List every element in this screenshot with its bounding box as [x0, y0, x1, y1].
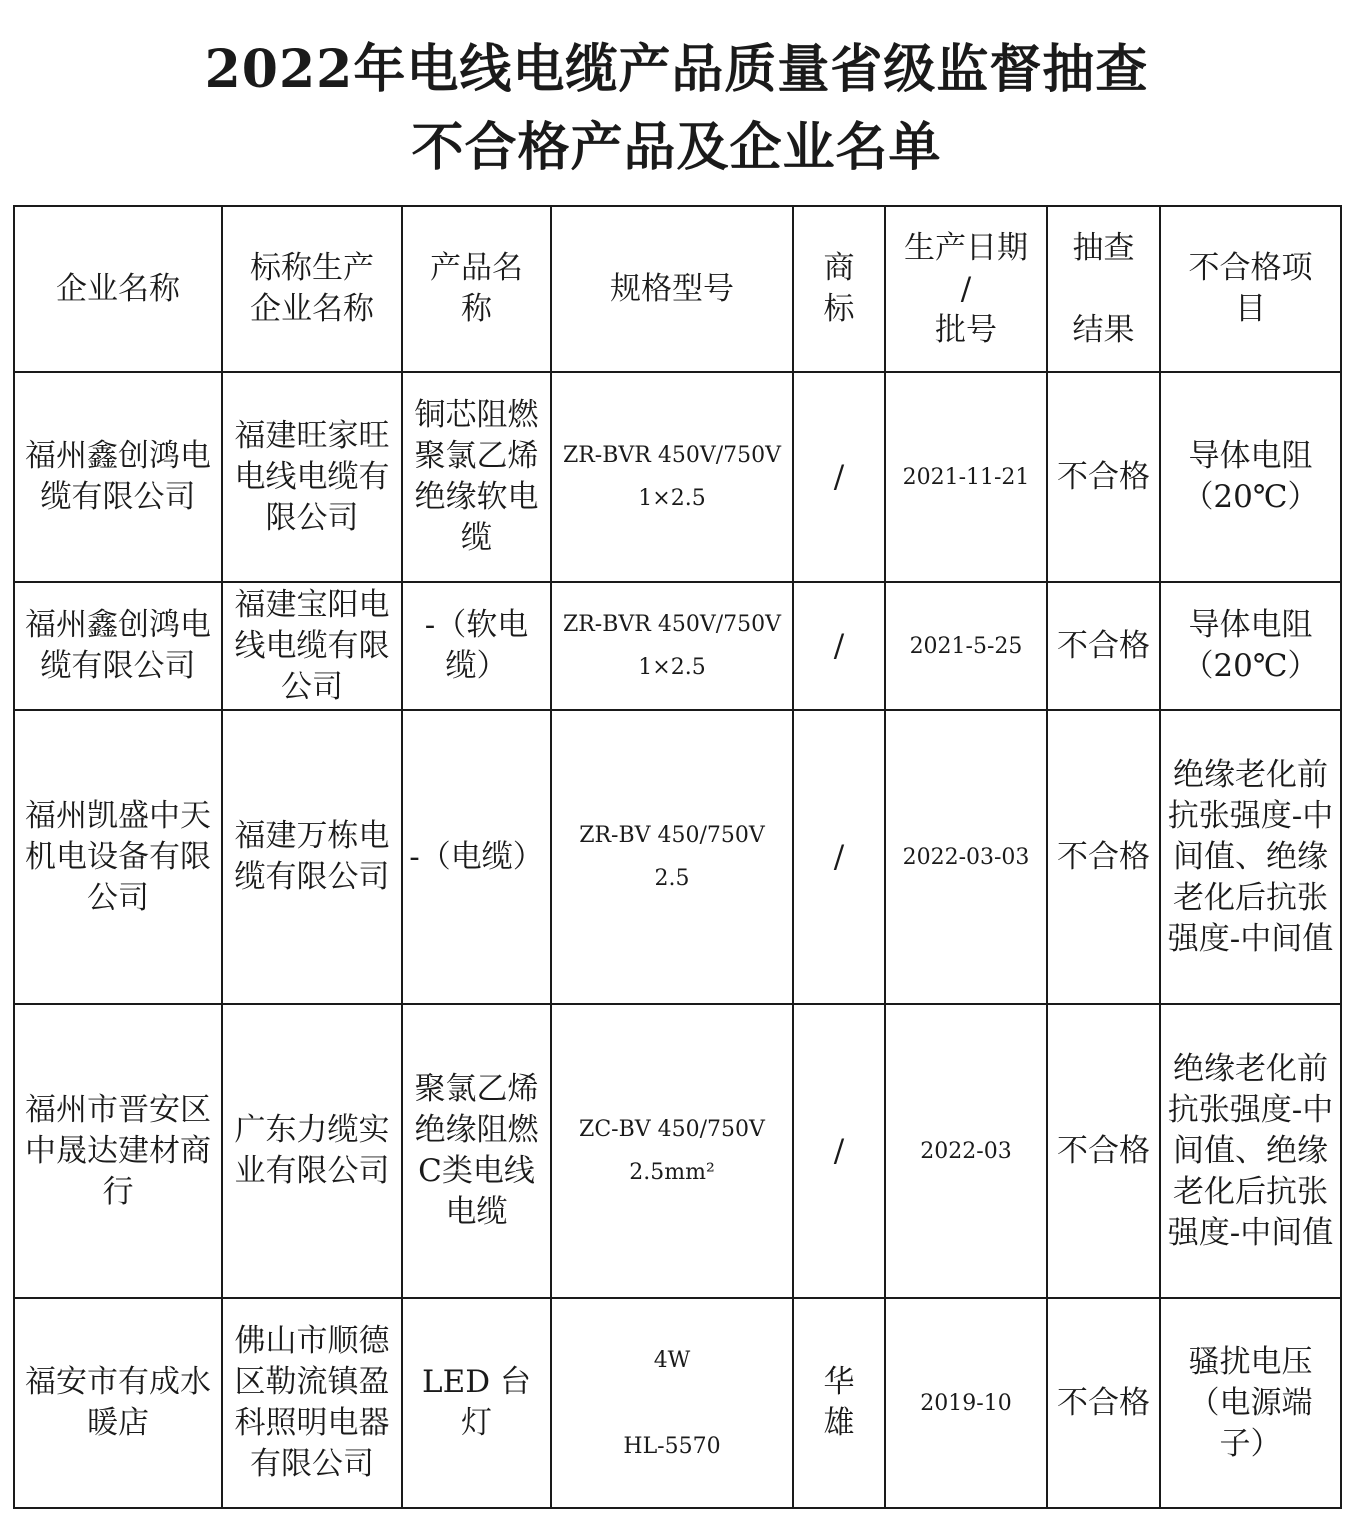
header-product: 产品名 称 — [402, 206, 551, 372]
cell-result: 不合格 — [1047, 1004, 1160, 1298]
cell-brand: / — [793, 372, 885, 582]
cell-date: 2022-03 — [885, 1004, 1047, 1298]
table-row — [14, 1004, 1341, 1298]
cell-item: 骚扰电压（电源端子） — [1160, 1298, 1341, 1508]
cell-manufacturer: 广东力缆实业有限公司 — [222, 1004, 402, 1298]
page-title: 2022年电线电缆产品质量省级监督抽查 — [204, 39, 1149, 100]
cell-spec: 4W HL-5570 — [551, 1298, 793, 1508]
cell-brand: 华雄 — [793, 1298, 885, 1508]
cell-date: 2019-10 — [885, 1298, 1047, 1508]
header-manufacturer: 标称生产 企业名称 — [222, 206, 402, 372]
cell-result: 不合格 — [1047, 710, 1160, 1004]
cell-product: -（软电缆） — [402, 582, 551, 710]
cell-company: 福安市有成水暖店 — [14, 1298, 222, 1508]
table-header-row — [14, 206, 1341, 372]
header-spec: 规格型号 — [551, 206, 793, 372]
cell-manufacturer: 福建旺家旺电线电缆有限公司 — [222, 372, 402, 582]
cell-date: 2022-03-03 — [885, 710, 1047, 1004]
page-subtitle: 不合格产品及企业名单 — [411, 117, 942, 178]
header-company: 企业名称 — [14, 206, 222, 372]
cell-product: LED 台灯 — [402, 1298, 551, 1508]
cell-spec: ZR-BVR 450V/750V 1×2.5 — [551, 372, 793, 582]
cell-brand: / — [793, 710, 885, 1004]
cell-company: 福州鑫创鸿电缆有限公司 — [14, 582, 222, 710]
cell-product: 铜芯阻燃聚氯乙烯绝缘软电缆 — [402, 372, 551, 582]
cell-result: 不合格 — [1047, 582, 1160, 710]
table-row — [14, 1298, 1341, 1508]
cell-item: 绝缘老化前抗张强度-中间值、绝缘老化后抗张强度-中间值 — [1160, 710, 1341, 1004]
cell-company: 福州凯盛中天机电设备有限公司 — [14, 710, 222, 1004]
cell-result: 不合格 — [1047, 372, 1160, 582]
cell-product: 聚氯乙烯绝缘阻燃C类电线电缆 — [402, 1004, 551, 1298]
header-result: 抽查 结果 — [1047, 206, 1160, 372]
table-row — [14, 710, 1341, 1004]
cell-date: 2021-11-21 — [885, 372, 1047, 582]
table-row — [14, 372, 1341, 582]
cell-company: 福州鑫创鸿电缆有限公司 — [14, 372, 222, 582]
cell-date: 2021-5-25 — [885, 582, 1047, 710]
cell-product: -（电缆） — [402, 710, 551, 1004]
cell-manufacturer: 福建宝阳电线电缆有限公司 — [222, 582, 402, 710]
cell-spec: ZC-BV 450/750V 2.5mm² — [551, 1004, 793, 1298]
table-row — [14, 582, 1341, 710]
header-item: 不合格项 目 — [1160, 206, 1341, 372]
cell-spec: ZR-BVR 450V/750V 1×2.5 — [551, 582, 793, 710]
cell-manufacturer: 福建万栋电缆有限公司 — [222, 710, 402, 1004]
cell-item: 导体电阻（20℃） — [1160, 372, 1341, 582]
cell-brand: / — [793, 1004, 885, 1298]
cell-item: 导体电阻（20℃） — [1160, 582, 1341, 710]
header-date: 生产日期 / 批号 — [885, 206, 1047, 372]
cell-result: 不合格 — [1047, 1298, 1160, 1508]
cell-item: 绝缘老化前抗张强度-中间值、绝缘老化后抗张强度-中间值 — [1160, 1004, 1341, 1298]
header-brand: 商 标 — [793, 206, 885, 372]
cell-brand: / — [793, 582, 885, 710]
cell-company: 福州市晋安区中晟达建材商行 — [14, 1004, 222, 1298]
unqualified-products-table — [13, 205, 1342, 1509]
cell-manufacturer: 佛山市顺德区勒流镇盈科照明电器有限公司 — [222, 1298, 402, 1508]
cell-spec: ZR-BV 450/750V 2.5 — [551, 710, 793, 1004]
